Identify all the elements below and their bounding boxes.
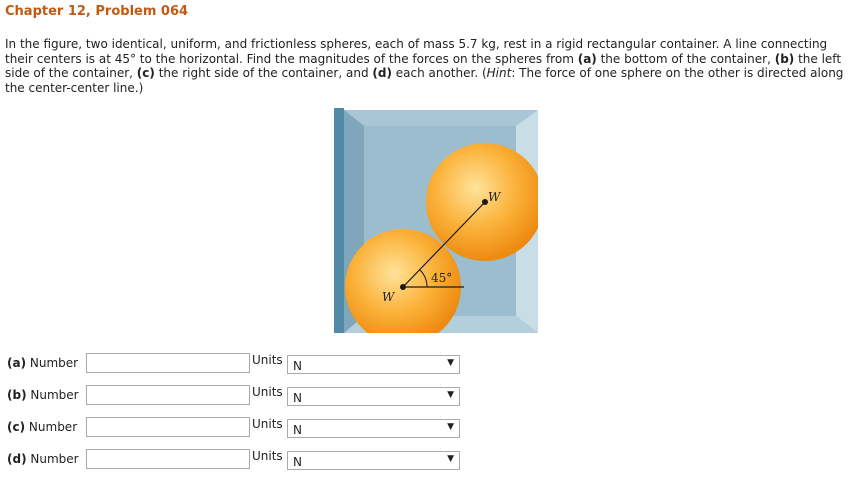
triangle-down-icon: ▼ [447, 390, 454, 400]
lower-sphere-center [400, 284, 406, 290]
problem-title: Chapter 12, Problem 064 [5, 4, 189, 19]
units-select-b[interactable] [287, 387, 460, 406]
units-label-c: Units [252, 417, 283, 431]
units-select-c[interactable] [287, 419, 460, 438]
answer-input-c[interactable] [86, 417, 250, 437]
units-label-d: Units [252, 449, 283, 463]
units-label-b: Units [252, 385, 283, 399]
answer-label-a: (a) Number [7, 356, 79, 370]
answer-input-b[interactable] [86, 385, 250, 405]
units-select-value-a: N [293, 359, 302, 373]
answer-input-d[interactable] [86, 449, 250, 469]
triangle-down-icon: ▼ [447, 454, 454, 464]
units-select-a[interactable] [287, 355, 460, 374]
answer-label-d: (d) Number [7, 452, 79, 466]
answer-label-b: (b) Number [7, 388, 79, 402]
units-label-a: Units [252, 353, 283, 367]
angle-label: 45° [431, 271, 453, 285]
problem-statement: In the figure, two identical, uniform, and frictionless spheres, each of mass 5.7 kg, rest in a rigid rectangular container. A line connecting their centers is at 45° to the horizontal. Find the magnitudes of the forces on the spheres from (a) the bottom of the container, (b) the left side of the container, (c) the right side of the container, and (d) each another. (Hint: The force of one sphere on the other is directed along the center-center line.) [5, 37, 844, 95]
units-select-value-b: N [293, 391, 302, 405]
units-select-value-d: N [293, 455, 302, 469]
weight-label-lower: W [382, 290, 395, 304]
triangle-down-icon: ▼ [447, 422, 454, 432]
answer-label-c: (c) Number [7, 420, 78, 434]
weight-label-upper: W [488, 190, 501, 204]
container-left-wall [334, 108, 344, 333]
triangle-down-icon: ▼ [447, 358, 454, 368]
units-select-d[interactable] [287, 451, 460, 470]
answer-input-a[interactable] [86, 353, 250, 373]
units-select-value-c: N [293, 423, 302, 437]
problem-figure [334, 108, 538, 333]
